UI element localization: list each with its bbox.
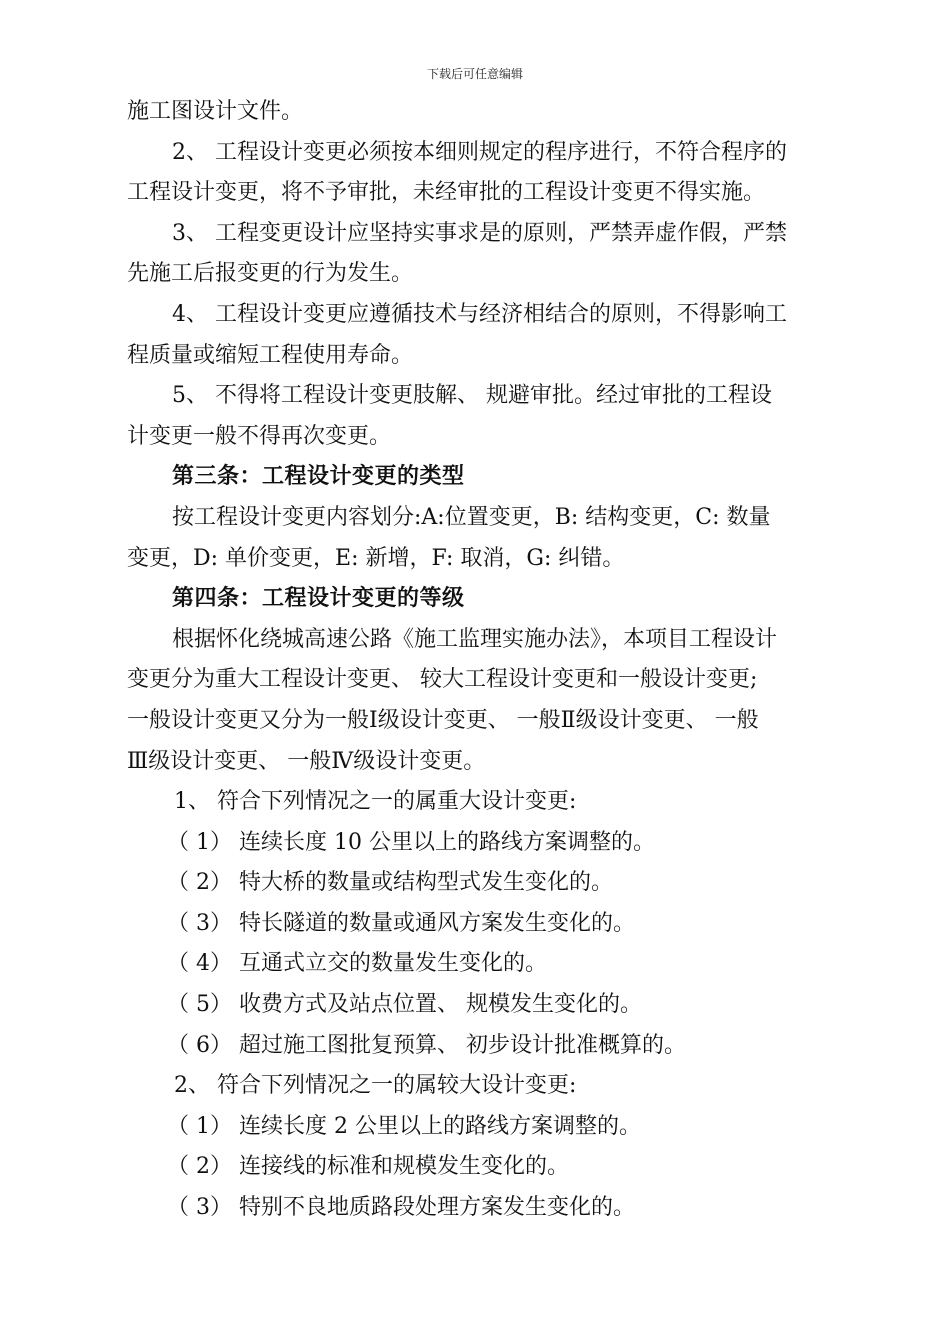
page-header-note: 下载后可任意编辑 <box>426 67 523 81</box>
section-heading: 第四条：工程设计变更的等级 <box>172 586 465 612</box>
text-line: （ 6） 超过施工图批复预算、 初步设计批准概算的。 <box>167 1032 686 1058</box>
text-line: （ 5） 收费方式及站点位置、 规模发生变化的。 <box>167 992 642 1018</box>
section-heading: 第三条：工程设计变更的类型 <box>172 464 465 490</box>
text-line: 程质量或缩短工程使用寿命。 <box>127 342 414 368</box>
text-line: 按工程设计变更内容划分:A:位置变更，B: 结构变更，C: 数量 <box>172 504 771 530</box>
text-line: （ 3） 特长隧道的数量或通风方案发生变化的。 <box>167 910 635 936</box>
text-line: （ 2） 连接线的标准和规模发生变化的。 <box>167 1154 569 1180</box>
text-line: 1、 符合下列情况之一的属重大设计变更: <box>174 789 577 815</box>
text-line: 变更，D: 单价变更，E: 新增，F: 取消，G: 纠错。 <box>127 545 625 571</box>
text-line: 根据怀化绕城高速公路《施工监理实施办法》，本项目工程设计 <box>172 626 778 652</box>
text-line: 工程设计变更，将不予审批，未经审批的工程设计变更不得实施。 <box>127 180 766 206</box>
text-line: 5、 不得将工程设计变更肢解、 规避审批。经过审批的工程设 <box>172 383 772 409</box>
text-line: （ 2） 特大桥的数量或结构型式发生变化的。 <box>167 870 613 896</box>
text-line: 变更分为重大工程设计变更、 较大工程设计变更和一般设计变更; <box>127 667 758 693</box>
text-line: 一般设计变更又分为一般Ⅰ级设计变更、 一般Ⅱ级设计变更、 一般 <box>127 707 759 733</box>
text-line: 2、 符合下列情况之一的属较大设计变更: <box>174 1073 577 1099</box>
text-line: 计变更一般不得再次变更。 <box>127 423 392 449</box>
text-line: （ 3） 特别不良地质路段处理方案发生变化的。 <box>167 1195 635 1221</box>
text-line: 先施工后报变更的行为发生。 <box>127 261 414 287</box>
text-line: （ 4） 互通式立交的数量发生变化的。 <box>167 951 547 977</box>
text-line: 3、 工程变更设计应坚持实事求是的原则，严禁弄虚作假，严禁 <box>172 220 787 246</box>
text-line: 施工图设计文件。 <box>127 99 304 124</box>
text-line: （ 1） 连续长度 2 公里以上的路线方案调整的。 <box>167 1113 641 1139</box>
text-line: 4、 工程设计变更应遵循技术与经济相结合的原则，不得影响工 <box>172 301 787 327</box>
document-body <box>127 92 831 1229</box>
text-line: （ 1） 连续长度 10 公里以上的路线方案调整的。 <box>167 829 655 855</box>
text-line: 2、 工程设计变更必须按本细则规定的程序进行，不符合程序的 <box>172 139 787 165</box>
text-line: Ⅲ级设计变更、 一般Ⅳ级设计变更。 <box>127 748 486 774</box>
